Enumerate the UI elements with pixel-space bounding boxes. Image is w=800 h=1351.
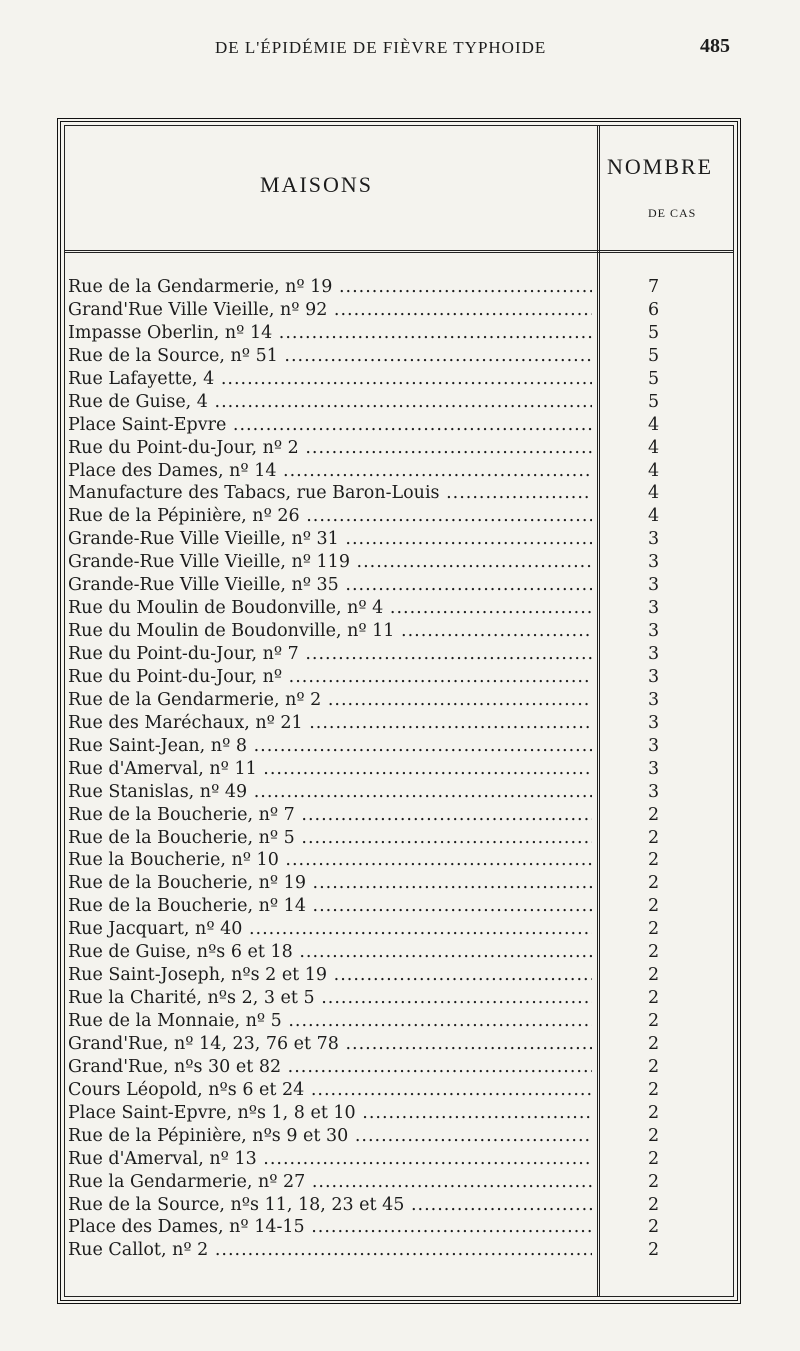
cas-cell: 3 <box>648 712 660 733</box>
column-header-de-cas: DE CAS <box>648 206 697 220</box>
cas-cell: 2 <box>648 873 660 894</box>
table-row <box>65 689 733 712</box>
cas-cell: 5 <box>648 322 660 343</box>
cas-cell: 5 <box>648 345 660 366</box>
cas-cell: 2 <box>648 1148 660 1169</box>
running-title: DE L'ÉPIDÉMIE DE FIÈVRE TYPHOIDE <box>215 38 547 57</box>
cas-cell: 2 <box>648 1033 660 1054</box>
cas-cell: 2 <box>648 850 660 871</box>
page-number: 485 <box>700 35 730 57</box>
table-row <box>65 528 733 551</box>
cas-cell: 6 <box>648 299 660 320</box>
cas-cell: 3 <box>648 621 660 642</box>
cas-cell: 2 <box>648 827 660 848</box>
maison-cell: Grande-Rue Ville Vieille, nº 31 ..... <box>68 528 592 550</box>
table-row <box>65 712 733 735</box>
table-row <box>65 482 733 505</box>
table-row <box>65 574 733 597</box>
running-head <box>0 35 800 68</box>
table-row <box>65 597 733 620</box>
cas-cell: 3 <box>648 644 660 664</box>
maison-cell: Rue de Guise, 4 ..... <box>68 391 592 413</box>
table-row <box>65 735 733 758</box>
table-row <box>65 1239 733 1262</box>
table-row <box>65 1148 733 1171</box>
cas-cell: 4 <box>648 414 660 435</box>
table-row <box>65 1079 733 1102</box>
column-header-maisons: MAISONS <box>260 172 374 197</box>
table-row <box>65 1056 733 1079</box>
table-row <box>65 1102 733 1125</box>
header-rule <box>65 250 733 253</box>
table-row <box>65 872 733 895</box>
cas-cell: 2 <box>648 1217 660 1238</box>
table-row <box>65 849 733 872</box>
maison-cell: Rue la Boucherie, nº 10 ..... <box>68 849 592 871</box>
table-row <box>65 758 733 781</box>
maison-cell: Place Saint-Epvre ..... <box>68 414 592 436</box>
maison-cell: Grand'Rue, nºs 30 et 82 ..... <box>68 1056 592 1078</box>
maison-cell: Grande-Rue Ville Vieille, nº 35 ..... <box>68 574 592 596</box>
maison-cell: Rue du Moulin de Boudonville, nº 11 ..... <box>68 620 592 642</box>
cas-cell: 3 <box>648 758 660 779</box>
cas-cell: 2 <box>648 896 660 917</box>
maison-cell: Rue Callot, nº 2 ..... <box>68 1239 592 1261</box>
table-inner-border <box>64 125 734 1297</box>
table-row <box>65 322 733 345</box>
cas-cell: 3 <box>648 552 660 573</box>
maison-cell: Rue Saint-Joseph, nºs 2 et 19 ..... <box>68 964 592 986</box>
cas-cell: 5 <box>648 391 660 412</box>
table-row <box>65 1194 733 1217</box>
table-row <box>65 276 733 299</box>
cas-cell: 3 <box>648 689 660 710</box>
maison-cell: Rue du Point-du-Jour, nº 2 ..... <box>68 437 592 459</box>
table-row <box>65 391 733 414</box>
maison-cell: Rue Stanislas, nº 49 ..... <box>68 781 592 803</box>
maison-cell: Rue d'Amerval, nº 13 ..... <box>68 1148 592 1170</box>
cas-cell: 2 <box>648 1102 660 1123</box>
cas-cell: 2 <box>648 804 660 825</box>
table-row <box>65 551 733 574</box>
maison-cell: Rue du Moulin de Boudonville, nº 4 ..... <box>68 597 592 619</box>
table-row <box>65 368 733 391</box>
maison-cell: Place des Dames, nº 14 ..... <box>68 460 592 482</box>
table-row <box>65 299 733 322</box>
maison-cell: Rue de Guise, nºs 6 et 18 ..... <box>68 941 592 963</box>
cas-cell: 2 <box>648 1079 660 1100</box>
table-row <box>65 437 733 460</box>
table-row <box>65 987 733 1010</box>
table-row <box>65 505 733 528</box>
cas-cell: 3 <box>648 781 660 802</box>
cas-cell: 2 <box>648 942 660 963</box>
table-row <box>65 345 733 368</box>
cas-cell: 2 <box>648 965 660 986</box>
cas-cell: 2 <box>648 1194 660 1215</box>
table-row <box>65 460 733 483</box>
cas-cell: 2 <box>648 1011 660 1031</box>
cas-cell: 3 <box>648 666 660 687</box>
cas-cell: 2 <box>648 988 660 1009</box>
table-row <box>65 666 733 689</box>
table-row <box>65 1010 733 1033</box>
table-row <box>65 643 733 666</box>
cas-cell: 2 <box>648 919 660 940</box>
table-row <box>65 918 733 941</box>
cas-cell: 5 <box>648 368 660 389</box>
maison-cell: Rue de la Boucherie, nº 19 ..... <box>68 872 592 894</box>
table-row <box>65 1171 733 1194</box>
maison-cell: Rue de la Boucherie, nº 5 ..... <box>68 827 592 849</box>
cas-cell: 3 <box>648 575 660 596</box>
maison-cell: Impasse Oberlin, nº 14 ..... <box>68 322 592 344</box>
cas-cell: 2 <box>648 1171 660 1192</box>
maison-cell: Rue Saint-Jean, nº 8 ..... <box>68 735 592 757</box>
cases-table <box>57 118 741 1304</box>
maison-cell: Place Saint-Epvre, nºs 1, 8 et 10 ..... <box>68 1102 592 1124</box>
column-header-nombre: NOMBRE <box>607 154 714 179</box>
cas-cell: 2 <box>648 1240 660 1261</box>
table-row <box>65 941 733 964</box>
cas-cell: 4 <box>648 483 660 504</box>
table-body <box>65 276 733 1262</box>
table-row <box>65 1216 733 1239</box>
cas-cell: 7 <box>648 277 660 297</box>
maison-cell: Rue Jacquart, nº 40 ..... <box>68 918 592 940</box>
cas-cell: 4 <box>648 437 660 458</box>
cas-cell: 2 <box>648 1125 660 1146</box>
maison-cell: Rue des Maréchaux, nº 21 ..... <box>68 712 592 734</box>
maison-cell: Rue la Gendarmerie, nº 27 ..... <box>68 1171 592 1193</box>
cas-cell: 3 <box>648 598 660 619</box>
table-row <box>65 1125 733 1148</box>
maison-cell: Rue de la Gendarmerie, nº 19 ..... <box>68 276 592 298</box>
maison-cell: Grand'Rue Ville Vieille, nº 92 ..... <box>68 299 592 321</box>
maison-cell: Rue de la Source, nº 51 ..... <box>68 345 592 367</box>
maison-cell: Grande-Rue Ville Vieille, nº 119 ..... <box>68 551 592 573</box>
table-row <box>65 964 733 987</box>
table-row <box>65 804 733 827</box>
maison-cell: Rue de la Boucherie, nº 7 ..... <box>68 804 592 826</box>
table-row <box>65 1033 733 1056</box>
maison-cell: Manufacture des Tabacs, rue Baron-Louis ..... <box>68 482 592 504</box>
maison-cell: Rue de la Gendarmerie, nº 2 ..... <box>68 689 592 711</box>
cas-cell: 3 <box>648 735 660 756</box>
cas-cell: 2 <box>648 1056 660 1077</box>
maison-cell: Rue de la Pépinière, nº 26 ..... <box>68 505 592 527</box>
maison-cell: Place des Dames, nº 14-15 ..... <box>68 1216 592 1238</box>
maison-cell: Rue de la Source, nºs 11, 18, 23 et 45 ..... <box>68 1194 592 1216</box>
table-row <box>65 414 733 437</box>
maison-cell: Rue de la Monnaie, nº 5 ..... <box>68 1010 592 1032</box>
cas-cell: 4 <box>648 506 660 527</box>
maison-cell: Rue du Point-du-Jour, nº ..... <box>68 666 592 688</box>
table-row <box>65 620 733 643</box>
maison-cell: Rue d'Amerval, nº 11 ..... <box>68 758 592 780</box>
maison-cell: Rue Lafayette, 4 ..... <box>68 368 592 390</box>
table-row <box>65 781 733 804</box>
maison-cell: Rue de la Boucherie, nº 14 ..... <box>68 895 592 917</box>
cas-cell: 3 <box>648 529 660 550</box>
cas-cell: 4 <box>648 460 660 481</box>
maison-cell: Rue la Charité, nºs 2, 3 et 5 ..... <box>68 987 592 1009</box>
table-row <box>65 827 733 850</box>
maison-cell: Rue de la Pépinière, nºs 9 et 30 ..... <box>68 1125 592 1147</box>
table-row <box>65 895 733 918</box>
maison-cell: Grand'Rue, nº 14, 23, 76 et 78 ..... <box>68 1033 592 1055</box>
maison-cell: Cours Léopold, nºs 6 et 24 ..... <box>68 1079 592 1101</box>
maison-cell: Rue du Point-du-Jour, nº 7 ..... <box>68 643 592 665</box>
